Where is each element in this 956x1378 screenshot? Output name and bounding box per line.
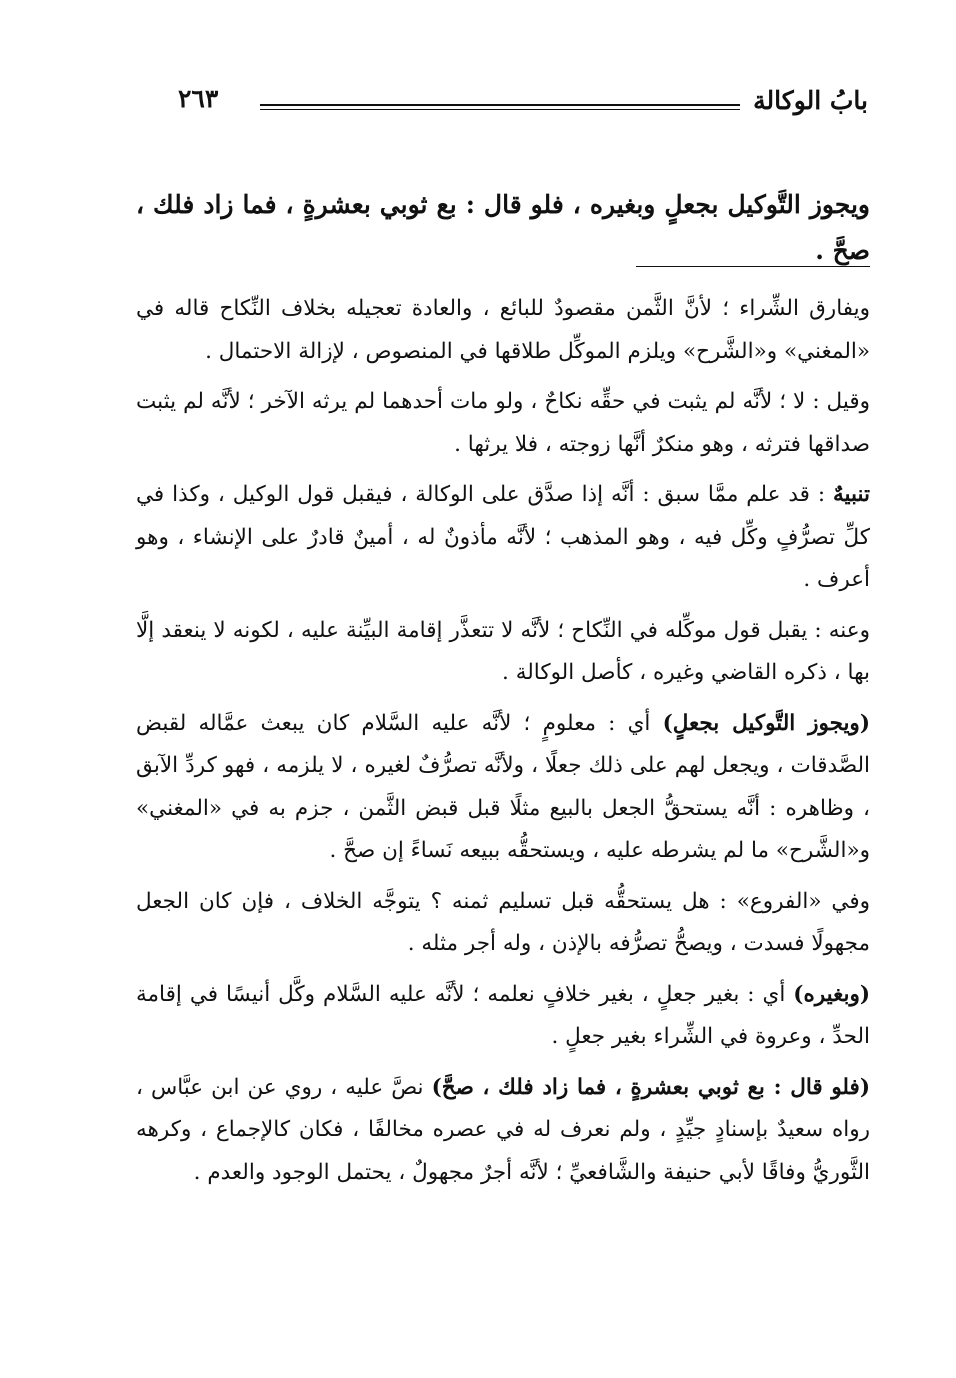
chapter-title: بابُ الوكالة	[753, 86, 868, 115]
paragraph: وفي «الفروع» : هل يستحقُّه قبل تسليم ثمنه ؟ يتوجَّه الخلاف ، فإن كان الجعل مجهولًا فسدت ، ويصحُّ تصرُّفه بالإذن ، وله أجر مثله .	[136, 888, 870, 956]
paragraph: (ويجوز التَّوكيل بجعلٍ) أي : معلومٍ ؛ لأنَّه عليه السَّلام كان يبعث عمَّاله لقبض الصَّدقات ، ويجعل لهم على ذلك جعلًا ، ولأنَّه تصرُّفٌ لغيره ، لا يلزمه ، فهو كردِّ الآبق ، وظاهره : أنَّه يستحقُّ الجعل بالبيع مثلًا قبل قبض الثَّمن ، جزم به في «المغني» و«الشَّرح» ما لم يشرطه عليه ، ويستحقُّه ببيعه نَساءً إن صحَّ .	[136, 710, 870, 863]
matn-separator	[636, 266, 870, 267]
running-header	[178, 82, 868, 122]
header-rule	[260, 104, 740, 106]
matn-text: ويجوز التَّوكيل بجعلٍ وبغيره ، فلو قال : بع ثوبي بعشرةٍ ، فما زاد فلك ، صحَّ .	[136, 190, 870, 265]
paragraph: تنبيهٌ : قد علم ممَّا سبق : أنَّه إذا صدَّق على الوكالة ، فيقبل قول الوكيل ، وكذا في كلِّ تصرُّفٍ وكِّل فيه ، وهو المذهب ؛ لأنَّه مأذونٌ له ، أمينٌ قادرٌ على الإنشاء ، وهو أعرف .	[136, 482, 870, 592]
header-rule-thin	[260, 109, 740, 110]
commentary	[136, 288, 870, 1202]
paragraph-lead: (وبغيره)	[793, 981, 870, 1007]
paragraph: (وبغيره) أي : بغير جعلٍ ، بغير خلافٍ نعلمه ؛ لأنَّه عليه السَّلام وكَّل أنيسًا في إقامة الحدِّ ، وعروة في الشِّراء بغير جعلٍ .	[136, 981, 870, 1049]
page-number: ٢٦٣	[178, 84, 219, 113]
paragraph-lead: (ويجوز التَّوكيل بجعلٍ)	[662, 710, 870, 736]
paragraph: (فلو قال : بع ثوبي بعشرةٍ ، فما زاد فلك ، صحَّ) نصَّ عليه ، روي عن ابن عبَّاس ، رواه سعيدٌ بإسنادٍ جيِّدٍ ، ولم نعرف له في عصره مخالفًا ، فكان كالإجماع ، وكرهه الثَّوريُّ وفاقًا لأبي حنيفة والشَّافعيِّ ؛ لأنَّه أجرٌ مجهولٌ ، يحتمل الوجود والعدم .	[136, 1074, 870, 1185]
paragraph-lead: (فلو قال : بع ثوبي بعشرةٍ ، فما زاد فلك ، صحَّ)	[431, 1074, 870, 1100]
paragraph-lead: تنبيهٌ	[833, 482, 870, 507]
paragraph: وقيل : لا ؛ لأنَّه لم يثبت في حقِّه نكاحٌ ، ولو مات أحدهما لم يرثه الآخر ؛ لأنَّه لم يثبت صداقها فترثه ، وهو منكرٌ أنَّها زوجته ، فلا يرثها .	[136, 389, 870, 457]
paragraph: ويفارق الشِّراء ؛ لأنَّ الثَّمن مقصودٌ للبائع ، والعادة تعجيله بخلاف النِّكاح قاله في «المغني» و«الشَّرح» ويلزم الموكِّل طلاقها في المنصوص ، لإزالة الاحتمال .	[136, 296, 870, 364]
paragraph: وعنه : يقبل قول موكِّله في النِّكاح ؛ لأنَّه لا تتعذَّر إقامة البيِّنة عليه ، لكونه لا ينعقد إلَّا بها ، ذكره القاضي وغيره ، كأصل الوكالة .	[136, 617, 870, 685]
